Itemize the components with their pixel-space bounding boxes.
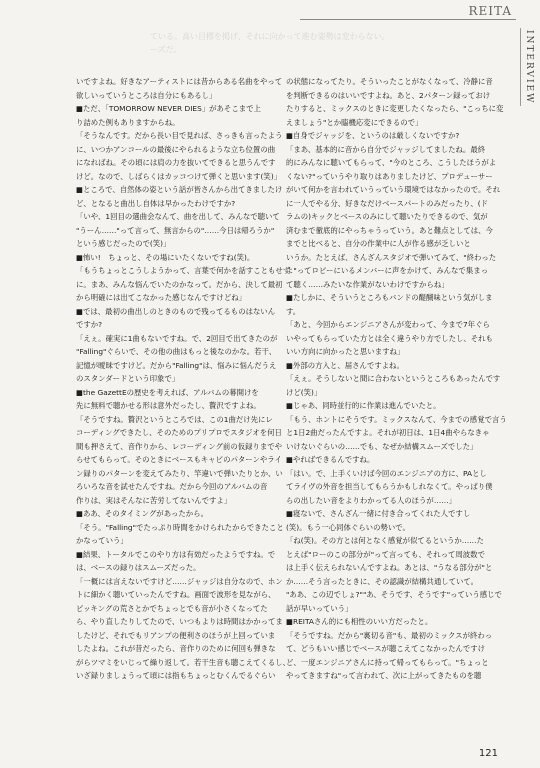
text-line: 「まあ、基本的に音から自分でジャッジしてましたね。最終: [286, 144, 486, 154]
text-line: までと比べると、自分の作業中に人が作る感が乏しいと: [286, 239, 471, 248]
text-line: したよね。これが昔だったら、音作りのために何回も弾きな: [76, 644, 276, 653]
text-line: 「いや、1回目の選曲会なんて、曲を出して、みんなで聴いて: [76, 212, 280, 221]
text-line: ど、一度エンジニアさんに持って帰ってもらって。"ちょっと: [286, 657, 489, 667]
text-line: "ああ、この辺でしょ?""あ、そうです、そうです"っていう感じで: [286, 590, 502, 599]
text-line: のスタンダードという印象で」: [76, 374, 180, 383]
text-line: ■怖い! ちょっと、その場にいたくないですね(笑)。: [76, 252, 255, 262]
text-line: て、どうもいい感じでベースが聴こえてこなかったんですけ: [286, 644, 486, 653]
text-line: に、いつかアンコールの最後にやられるような立ち位置の曲: [76, 144, 276, 154]
text-line: いですよね。好きなアーティストには昔からある名曲をやって: [76, 77, 283, 86]
text-line: ラムの)キックとベースのみにして聴いたりできるので、気が: [286, 212, 488, 221]
text-line: よ"ってロビーにいるメンバーに声をかけて、みんなで集まっ: [286, 266, 488, 275]
text-line: 「そう。"Falling"でたっぷり時間をかけられたからできたこと: [76, 522, 284, 532]
text-line: かなっていう」: [76, 536, 128, 545]
text-line: ■やればできるんですね。: [286, 455, 375, 464]
text-line: えましょう"とか臨機応変にできるので」: [286, 117, 423, 127]
section-label: INTERVIEW: [520, 28, 537, 106]
text-line: 的にみんなに聴いてもらって、"今のところ、こうしたほうがよ: [286, 158, 497, 167]
text-line: いざ録りましょうって頃には指もちょっとむくんでるぐらい: [76, 671, 276, 680]
text-line: 「えぇ。確実に1曲もないですね。で、2回目で出てきたのが: [76, 333, 278, 343]
text-line: がいて何かを言われていうっていう環境ではなかったので。それ: [286, 185, 501, 194]
text-line: か……そう言ったときに、その認識が結構共通していて。: [286, 576, 479, 586]
text-line: 「そうなんです。だから長い目で見れば、さっきも言ったよう: [76, 131, 283, 140]
faded-caption-line: ーズだ。: [150, 45, 182, 54]
text-line: ■外部の方入と、届さんですよね。: [286, 360, 404, 370]
text-line: は上手く伝えられないんですよね。あとは、"うなる部分が"と: [286, 563, 493, 572]
text-line: 「そうですね。だから"裏切る音"も、最初のミックスが終わっ: [286, 630, 493, 640]
text-line: は、ベースの録りはスムーズだった。: [76, 563, 201, 572]
text-line: やってきますね"って言われて、次に上がってきたものを聴: [286, 671, 482, 680]
text-line: から明確には出てこなかった感じなんですけどね」: [76, 293, 246, 302]
text-line: 欲しいっていうところは自分にもあるし」: [76, 90, 217, 100]
text-line: 「えぇ。そうしないと間に合わないというところもあったんです: [286, 374, 501, 383]
text-line: ピッキングの荒さとかでちょっとでも音が小さくなってた: [76, 603, 268, 613]
text-line: と1日2曲だったんですよ。それが初日は、1日4曲やらなきゃ: [286, 428, 490, 437]
text-line: 「もうちょっとこうしようかって、言葉で何かを話すこともせず: [76, 266, 291, 275]
text-line: 済むまで徹底的にやっちゃうっていう。あと難点としては、今: [286, 225, 493, 235]
text-line: 話が早いっていう」: [286, 603, 353, 613]
text-line: ■結果、トータルでこのやり方は有効だったようですね。で: [76, 549, 276, 559]
text-line: ■たしかに、そういうところもバンドの醍醐味という気がしま: [286, 293, 493, 302]
text-line: になればね。その頃には肩の力を抜いてできると思うんです: [76, 158, 276, 167]
text-line: いやってもらっていた方とは全く違うやり方でしたし、それも: [286, 333, 493, 343]
header-name: REITA: [468, 4, 512, 18]
right-text-column: [286, 75, 514, 683]
text-line: ろいろな音を試せたんですね。だから今回のアルバムの音: [76, 482, 268, 491]
text-line: いい方向に向かったと思いますね」: [286, 347, 405, 356]
text-line: ■では、最初の曲出しのときのもので残ってるものはないん: [76, 306, 276, 316]
page-number: 121: [478, 748, 498, 759]
text-line: の状態になってたり。そういったことがなくなって、冷静に音: [286, 77, 493, 86]
text-line: ン録りのパターンを変えてみたり、竿違いで弾いたりとか、い: [76, 468, 283, 478]
text-line: いうか。たとえば、さんざんスタジオで弾いてみて、"終わった: [286, 252, 497, 262]
text-line: ■ところで、自然体の姿という話が皆さんから出てきましたけ: [76, 185, 283, 194]
text-line: がらツマミをいじって繰り返して。若干生音も聴こえてくるし、: [76, 657, 291, 667]
text-line: 「ね(笑)。その方とは何となく感覚が似てるというか……た: [286, 536, 484, 545]
text-line: ■REITAさん的にも相性のいい方だったと。: [286, 617, 433, 626]
text-line: いけないぐらいの……でも、なぜか結構スムーズでした」: [286, 441, 478, 451]
text-line: に一人でやる分、好きなだけベースパートのみだったり、(ド: [286, 198, 489, 208]
text-line: 間も押さえて、音作りから、レコーディング前の仮録りまでや: [76, 441, 283, 451]
text-line: を判断できるのはいいですよね。あと、2パターン録っておけ: [286, 90, 491, 100]
text-line: ですか?: [76, 320, 103, 329]
text-line: らの出したい音をよりわかってる人のほうが……」: [286, 495, 456, 505]
text-line: て聴く……みたいな作業がないわけですからね」: [286, 279, 449, 289]
text-line: 「そうですね。贅沢というところでは、この1曲だけ先にレ: [76, 414, 273, 424]
text-line: 「はい。で、上手くいけば今回のエンジニアの方に、PAとし: [286, 468, 487, 478]
header-rule: [300, 19, 516, 20]
text-line: したけど、それでもリアンプの便利さのほうが上回っていま: [76, 630, 276, 640]
faded-caption-line: ている。高い目標を掲げ、それに向かって進む姿勢は変わらない。: [150, 32, 390, 41]
text-line: とえば"ローのこの部分が"って言っても、それって周波数で: [286, 549, 485, 559]
text-line: (笑)。もう一心同体ぐらいの勢いで。: [286, 522, 410, 532]
text-line: 先に無料で聴かせる形は意外だったし、贅沢ですよね。: [76, 401, 261, 410]
text-line: り詰めた例もありますからね。: [76, 117, 180, 127]
text-line: す。: [286, 306, 301, 316]
text-line: ど、となると曲出し自体は早かったわけですか?: [76, 198, 236, 208]
text-line: けど(笑)」: [286, 387, 322, 397]
text-line: 「一概には言えないですけど……ジャッジは自分なので、ホン: [76, 576, 283, 586]
faded-caption: [150, 30, 510, 56]
text-line: に。まあ、みんな悩んでいたのかなって。だから、決して最初: [76, 279, 283, 289]
text-line: コーディングできたし、そのためのプリプロでスタジオを何日: [76, 428, 282, 437]
text-line: ■ああ、そのタイミングがあったから。: [76, 509, 208, 518]
text-line: ■ただ、「TOMORROW NEVER DIES」があそこまで上: [76, 104, 261, 113]
text-line: 「あと、今回からエンジニアさんが変わって、今まで7年ぐら: [286, 320, 490, 329]
text-line: たりすると、ミックスのときに変更したくなったら、"こっちに変: [286, 104, 504, 113]
text-line: 作りは、実はそんなに苦労してないんですよ」: [76, 495, 232, 505]
text-line: ■じゃあ、同時並行的に作業は進んでいたと。: [286, 401, 441, 410]
text-line: ら、やり直したりしてたので、いつもよりは時間はかかってま: [76, 617, 283, 626]
left-text-column: [76, 75, 304, 683]
text-line: らせてもらって。そのときにベースもキャビのパターンやライ: [76, 455, 282, 464]
text-line: くない?"っていうやり取りはありましたけど、プロデューサー: [286, 171, 493, 181]
text-line: という感じだったので(笑)」: [76, 239, 171, 248]
text-line: 「もう、ホントにそうです。ミックスなんて、今までの感覚で言う: [286, 414, 507, 424]
text-line: てライヴの外音を担当してもらうかもしれなくて。やっぱり僕: [286, 482, 493, 491]
text-line: "うーん……"って言って、無言からの"……今日は帰ろうか": [76, 225, 275, 235]
text-line: けど。なので、しばらくはカッコつけて弾くと思います(笑)」: [76, 171, 282, 181]
text-line: "Falling"ぐらいで、その他の曲はもっと後なのかな。若干、: [76, 347, 277, 356]
text-line: ■寝ないで、さんざん一緒に付き合ってくれた人ですし: [286, 509, 471, 518]
text-line: ■自身でジャッジを、というのは厳しくないですか?: [286, 131, 460, 140]
text-line: トに細かく聴いていったんですね。画面で波形を見ながら、: [76, 590, 276, 599]
text-line: ■the GazettEの歴史を考えれば、アルバムの幕開けを: [76, 387, 259, 397]
text-line: 記憶が曖昧ですけど。だから"Falling"は、悩みに悩んだうえ: [76, 360, 277, 370]
